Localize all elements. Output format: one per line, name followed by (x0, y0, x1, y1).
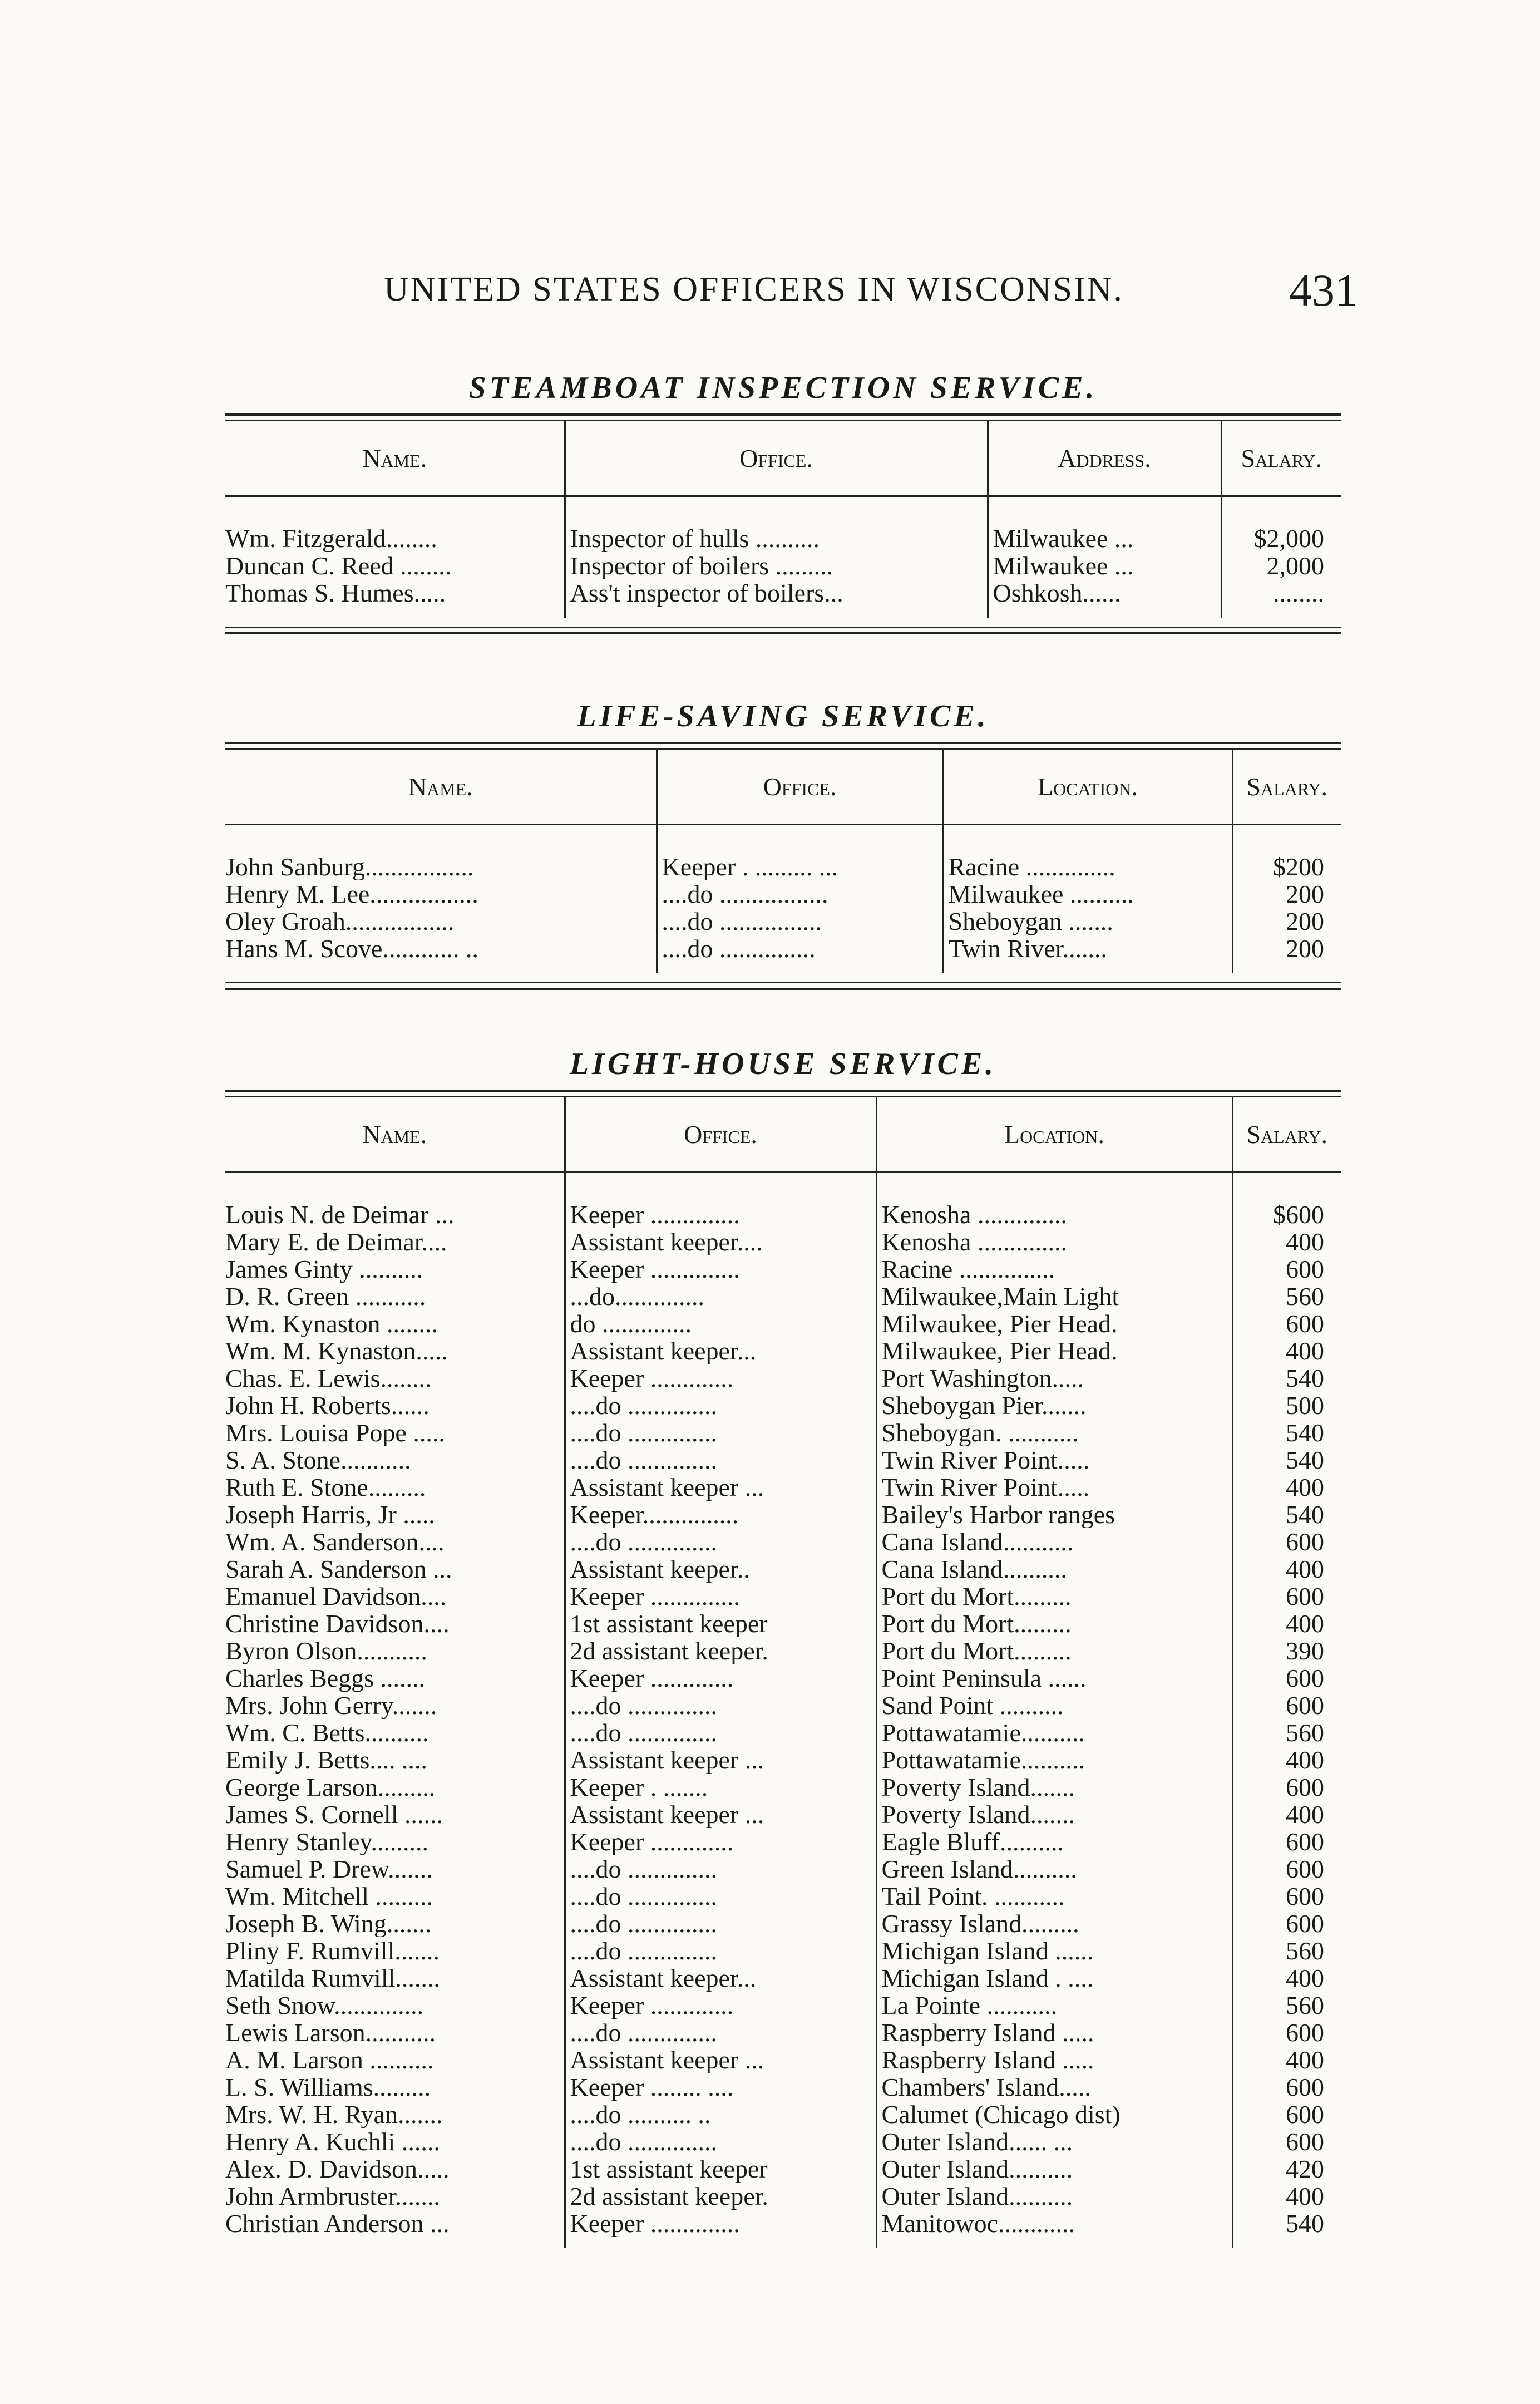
salary-cell: 400 (1232, 1610, 1341, 1637)
place-cell: Port du Mort......... (876, 1610, 1232, 1637)
salary-cell: 400 (1232, 2046, 1341, 2073)
place-cell: Michigan Island . .... (876, 1964, 1232, 1992)
table-row (225, 1528, 1341, 1555)
steamboat-section (225, 370, 1341, 634)
salary-cell: 400 (1232, 1555, 1341, 1583)
table-row (225, 1555, 1341, 1583)
office-cell: ....do .............. (565, 2019, 876, 2046)
salary-cell: 400 (1232, 1801, 1341, 1828)
office-cell: Inspector of boilers ......... (565, 552, 988, 579)
office-cell: Keeper ............. (565, 1664, 876, 1692)
place-cell: Outer Island...... ... (876, 2128, 1232, 2155)
name-cell: Wm. Fitzgerald........ (225, 525, 437, 552)
office-cell: Keeper .............. (565, 1583, 876, 1610)
running-title: UNITED STATES OFFICERS IN WISCONSIN. (384, 270, 1124, 308)
table-row (225, 552, 1341, 579)
name-cell: Emanuel Davidson.... (225, 1583, 447, 1610)
table-row (225, 1310, 1341, 1337)
name-cell: Pliny F. Rumvill....... (225, 1937, 440, 1964)
col-header-salary: Salary. (1221, 421, 1341, 496)
place-cell: Calumet (Chicago dist) (876, 2101, 1232, 2128)
salary-cell: 600 (1232, 1310, 1341, 1337)
name-cell: John Sanburg................. (225, 853, 474, 880)
office-cell: ....do ............... (657, 935, 943, 962)
name-cell: D. R. Green ........... (225, 1283, 426, 1310)
salary-cell: 600 (1232, 2019, 1341, 2046)
name-cell: Thomas S. Humes..... (225, 579, 446, 607)
place-cell: Port du Mort......... (876, 1583, 1232, 1610)
col-header-salary: Salary. (1232, 750, 1341, 825)
salary-cell: 600 (1232, 1255, 1341, 1283)
office-cell: Assistant keeper... (565, 1337, 876, 1364)
salary-cell: 200 (1232, 908, 1341, 935)
office-cell: Assistant keeper.... (565, 1228, 876, 1255)
place-cell: Milwaukee ... (988, 552, 1221, 579)
office-cell: Ass't inspector of boilers... (565, 579, 988, 607)
name-cell: Duncan C. Reed ........ (225, 552, 452, 579)
table-row (225, 2210, 1341, 2237)
table-row (225, 1937, 1341, 1964)
salary-cell: 600 (1232, 1583, 1341, 1610)
office-cell: Keeper .............. (565, 1201, 876, 1228)
place-cell: Point Peninsula ...... (876, 1664, 1232, 1692)
place-cell: Racine ............... (876, 1255, 1232, 1283)
name-cell: Joseph B. Wing....... (225, 1910, 432, 1937)
name-cell: Emily J. Betts.... .... (225, 1746, 427, 1774)
office-cell: Assistant keeper... (565, 1964, 876, 1992)
col-header-name: Name. (225, 1097, 565, 1173)
name-cell: Mrs. W. H. Ryan....... (225, 2101, 443, 2128)
name-cell: Henry Stanley......... (225, 1828, 428, 1855)
spacer-row (225, 962, 1341, 973)
col-header-office: Office. (565, 421, 988, 496)
table-row (225, 935, 1341, 962)
name-cell: Seth Snow.............. (225, 1992, 424, 2019)
steamboat-table (225, 421, 1341, 618)
name-cell: S. A. Stone........... (225, 1446, 411, 1474)
table-row (225, 1664, 1341, 1692)
place-cell: Sheboygan ....... (943, 908, 1232, 935)
col-header-address: Address. (988, 421, 1221, 496)
salary-cell: 400 (1232, 1474, 1341, 1501)
place-cell: Milwaukee ... (988, 525, 1221, 552)
salary-cell: 560 (1232, 1992, 1341, 2019)
salary-cell: 540 (1232, 1419, 1341, 1446)
salary-cell: 2,000 (1221, 552, 1341, 579)
lifesaving-section (225, 698, 1341, 990)
place-cell: Milwaukee, Pier Head. (876, 1310, 1232, 1337)
place-cell: Bailey's Harbor ranges (876, 1501, 1232, 1528)
double-rule (225, 413, 1341, 421)
name-cell: Mrs. John Gerry....... (225, 1692, 437, 1719)
table-row (225, 908, 1341, 935)
spacer-row (225, 496, 1341, 525)
office-cell: ....do .............. (565, 2128, 876, 2155)
office-cell: ....do .......... .. (565, 2101, 876, 2128)
office-cell: Keeper .............. (565, 1255, 876, 1283)
section-title: STEAMBOAT INSPECTION SERVICE. (468, 371, 1098, 405)
table-row (225, 1228, 1341, 1255)
table-row (225, 1255, 1341, 1283)
place-cell: Twin River....... (943, 935, 1232, 962)
office-cell: Assistant keeper ... (565, 1474, 876, 1501)
place-cell: Kenosha .............. (876, 1201, 1232, 1228)
spacer-row (225, 607, 1341, 618)
spacer-row (225, 2237, 1341, 2248)
salary-cell: 600 (1232, 1692, 1341, 1719)
spacer-row (225, 1173, 1341, 1201)
office-cell: Keeper............... (565, 1501, 876, 1528)
office-cell: Assistant keeper ... (565, 2046, 876, 2073)
office-cell: Keeper ............. (565, 1364, 876, 1392)
office-cell: Keeper .............. (565, 2210, 876, 2237)
name-cell: John H. Roberts...... (225, 1392, 430, 1419)
salary-cell: 600 (1232, 2128, 1341, 2155)
table-row (225, 1501, 1341, 1528)
place-cell: Sheboygan. ........... (876, 1419, 1232, 1446)
table-row (225, 579, 1341, 607)
table-row (225, 1992, 1341, 2019)
double-rule (225, 982, 1341, 990)
section-title: LIGHT-HOUSE SERVICE. (569, 1047, 997, 1081)
place-cell: Cana Island........... (876, 1528, 1232, 1555)
col-header-location: Location. (876, 1097, 1232, 1173)
office-cell: ....do .............. (565, 1937, 876, 1964)
name-cell: Henry A. Kuchli ...... (225, 2128, 440, 2155)
salary-cell: 600 (1232, 2073, 1341, 2101)
place-cell: Twin River Point..... (876, 1446, 1232, 1474)
name-cell: Christian Anderson ... (225, 2210, 450, 2237)
office-cell: ....do ................ (657, 908, 943, 935)
office-cell: 2d assistant keeper. (565, 2183, 876, 2210)
salary-cell: 400 (1232, 1228, 1341, 1255)
office-cell: ....do .............. (565, 1910, 876, 1937)
table-row (225, 1337, 1341, 1364)
place-cell: Pottawatamie.......... (876, 1719, 1232, 1746)
salary-cell: 200 (1232, 880, 1341, 908)
office-cell: ....do .............. (565, 1692, 876, 1719)
salary-cell: 600 (1232, 1528, 1341, 1555)
name-cell: Wm. Mitchell ......... (225, 1883, 433, 1910)
salary-cell: 540 (1232, 1364, 1341, 1392)
double-rule (225, 742, 1341, 750)
table-row (225, 1637, 1341, 1664)
place-cell: La Pointe ........... (876, 1992, 1232, 2019)
col-header-salary: Salary. (1232, 1097, 1341, 1173)
table-row (225, 2046, 1341, 2073)
col-header-location: Location. (943, 750, 1232, 825)
page-number: 431 (1289, 265, 1358, 316)
office-cell: Assistant keeper ... (565, 1801, 876, 1828)
place-cell: Tail Point. ........... (876, 1883, 1232, 1910)
office-cell: 1st assistant keeper (565, 1610, 876, 1637)
table-row (225, 853, 1341, 880)
table-row (225, 1964, 1341, 1992)
name-cell: Henry M. Lee................. (225, 880, 478, 908)
table-row (225, 1201, 1341, 1228)
salary-cell: ........ (1221, 579, 1341, 607)
table-row (225, 2128, 1341, 2155)
table-row (225, 1801, 1341, 1828)
salary-cell: $200 (1232, 853, 1341, 880)
place-cell: Racine .............. (943, 853, 1232, 880)
place-cell: Outer Island.......... (876, 2155, 1232, 2183)
place-cell: Milwaukee,Main Light (876, 1283, 1232, 1310)
salary-cell: 400 (1232, 1337, 1341, 1364)
place-cell: Poverty Island....... (876, 1774, 1232, 1801)
table-row (225, 1910, 1341, 1937)
name-cell: Wm. A. Sanderson.... (225, 1528, 445, 1555)
office-cell: Keeper . ....... (565, 1774, 876, 1801)
table-row (225, 1392, 1341, 1419)
table-row (225, 880, 1341, 908)
place-cell: Oshkosh...... (988, 579, 1221, 607)
salary-cell: 400 (1232, 1746, 1341, 1774)
salary-cell: 540 (1232, 1446, 1341, 1474)
name-cell: Matilda Rumvill....... (225, 1964, 440, 1992)
salary-cell: 600 (1232, 1910, 1341, 1937)
office-cell: ....do .............. (565, 1419, 876, 1446)
office-cell: Inspector of hulls .......... (565, 525, 988, 552)
place-cell: Raspberry Island ..... (876, 2019, 1232, 2046)
salary-cell: 500 (1232, 1392, 1341, 1419)
name-cell: Hans M. Scove............ .. (225, 935, 478, 962)
place-cell: Eagle Bluff.......... (876, 1828, 1232, 1855)
place-cell: Cana Island.......... (876, 1555, 1232, 1583)
salary-cell: 560 (1232, 1283, 1341, 1310)
table-row (225, 1719, 1341, 1746)
section-title: LIFE-SAVING SERVICE. (577, 699, 989, 733)
name-cell: Louis N. de Deimar ... (225, 1201, 455, 1228)
table-row (225, 1746, 1341, 1774)
salary-cell: 600 (1232, 1855, 1341, 1883)
table-row (225, 1855, 1341, 1883)
name-cell: James S. Cornell ...... (225, 1801, 443, 1828)
name-cell: Lewis Larson........... (225, 2019, 436, 2046)
place-cell: Raspberry Island ..... (876, 2046, 1232, 2073)
salary-cell: 600 (1232, 1664, 1341, 1692)
place-cell: Kenosha .............. (876, 1228, 1232, 1255)
salary-cell: 420 (1232, 2155, 1341, 2183)
table-row (225, 1828, 1341, 1855)
table-row (225, 2183, 1341, 2210)
office-cell: ....do .............. (565, 1855, 876, 1883)
place-cell: Chambers' Island..... (876, 2073, 1232, 2101)
name-cell: Sarah A. Sanderson ... (225, 1555, 452, 1583)
name-cell: Samuel P. Drew....... (225, 1855, 433, 1883)
name-cell: Charles Beggs ....... (225, 1664, 426, 1692)
table-row (225, 525, 1341, 552)
salary-cell: 600 (1232, 1774, 1341, 1801)
name-cell: A. M. Larson .......... (225, 2046, 434, 2073)
office-cell: ...do.............. (565, 1283, 876, 1310)
place-cell: Outer Island.......... (876, 2183, 1232, 2210)
salary-cell: 600 (1232, 1883, 1341, 1910)
name-cell: Alex. D. Davidson..... (225, 2155, 450, 2183)
table-row (225, 1583, 1341, 1610)
salary-cell: 540 (1232, 2210, 1341, 2237)
office-cell: Keeper . ......... ... (657, 853, 943, 880)
table-row (225, 1364, 1341, 1392)
name-cell: Oley Groah................. (225, 908, 455, 935)
table-row (225, 1883, 1341, 1910)
page-header (384, 264, 1358, 326)
office-cell: ....do .............. (565, 1528, 876, 1555)
table-row (225, 1692, 1341, 1719)
office-cell: do .............. (565, 1310, 876, 1337)
table-row (225, 1474, 1341, 1501)
salary-cell: 560 (1232, 1937, 1341, 1964)
name-cell: Wm. M. Kynaston..... (225, 1337, 448, 1364)
double-rule (225, 627, 1341, 634)
table-row (225, 1774, 1341, 1801)
place-cell: Milwaukee .......... (943, 880, 1232, 908)
name-cell: Wm. Kynaston ........ (225, 1310, 438, 1337)
office-cell: ....do ................. (657, 880, 943, 908)
office-cell: ....do .............. (565, 1446, 876, 1474)
office-cell: ....do .............. (565, 1719, 876, 1746)
place-cell: Sand Point .......... (876, 1692, 1232, 1719)
place-cell: Pottawatamie.......... (876, 1746, 1232, 1774)
place-cell: Port du Mort......... (876, 1637, 1232, 1664)
col-header-office: Office. (565, 1097, 876, 1173)
table-row (225, 1446, 1341, 1474)
office-cell: Keeper ............. (565, 1992, 876, 2019)
salary-cell: 540 (1232, 1501, 1341, 1528)
name-cell: Wm. C. Betts.......... (225, 1719, 429, 1746)
table-row (225, 1419, 1341, 1446)
place-cell: Poverty Island....... (876, 1801, 1232, 1828)
lighthouse-table (225, 1097, 1341, 2248)
lifesaving-table (225, 750, 1341, 973)
place-cell: Sheboygan Pier....... (876, 1392, 1232, 1419)
col-header-name: Name. (225, 750, 657, 825)
name-cell: Ruth E. Stone......... (225, 1474, 426, 1501)
table-row (225, 2155, 1341, 2183)
table-row (225, 2019, 1341, 2046)
name-cell: L. S. Williams......... (225, 2073, 431, 2101)
office-cell: ....do .............. (565, 1883, 876, 1910)
salary-cell: 400 (1232, 1964, 1341, 1992)
salary-cell: 390 (1232, 1637, 1341, 1664)
place-cell: Port Washington..... (876, 1364, 1232, 1392)
name-cell: George Larson......... (225, 1774, 436, 1801)
office-cell: Keeper ............. (565, 1828, 876, 1855)
place-cell: Grassy Island......... (876, 1910, 1232, 1937)
lighthouse-section (225, 1046, 1341, 2248)
office-cell: 2d assistant keeper. (565, 1637, 876, 1664)
col-header-office: Office. (657, 750, 943, 825)
place-cell: Green Island.......... (876, 1855, 1232, 1883)
name-cell: Joseph Harris, Jr ..... (225, 1501, 435, 1528)
name-cell: Chas. E. Lewis........ (225, 1364, 432, 1392)
office-cell: Keeper ........ .... (565, 2073, 876, 2101)
place-cell: Milwaukee, Pier Head. (876, 1337, 1232, 1364)
salary-cell: 200 (1232, 935, 1341, 962)
place-cell: Manitowoc............ (876, 2210, 1232, 2237)
col-header-name: Name. (225, 421, 565, 496)
office-cell: Assistant keeper ... (565, 1746, 876, 1774)
salary-cell: $600 (1232, 1201, 1341, 1228)
table-row (225, 2073, 1341, 2101)
name-cell: Mrs. Louisa Pope ..... (225, 1419, 445, 1446)
name-cell: Mary E. de Deimar.... (225, 1228, 447, 1255)
name-cell: James Ginty .......... (225, 1255, 423, 1283)
table-row (225, 1283, 1341, 1310)
salary-cell: 400 (1232, 2183, 1341, 2210)
salary-cell: 560 (1232, 1719, 1341, 1746)
name-cell: Byron Olson........... (225, 1637, 427, 1664)
spacer-row (225, 825, 1341, 854)
salary-cell: $2,000 (1221, 525, 1341, 552)
salary-cell: 600 (1232, 2101, 1341, 2128)
table-row (225, 2101, 1341, 2128)
office-cell: Assistant keeper.. (565, 1555, 876, 1583)
double-rule (225, 1090, 1341, 1097)
place-cell: Twin River Point..... (876, 1474, 1232, 1501)
office-cell: 1st assistant keeper (565, 2155, 876, 2183)
place-cell: Michigan Island ...... (876, 1937, 1232, 1964)
salary-cell: 600 (1232, 1828, 1341, 1855)
table-row (225, 1610, 1341, 1637)
name-cell: John Armbruster....... (225, 2183, 440, 2210)
office-cell: ....do .............. (565, 1392, 876, 1419)
name-cell: Christine Davidson.... (225, 1610, 450, 1637)
